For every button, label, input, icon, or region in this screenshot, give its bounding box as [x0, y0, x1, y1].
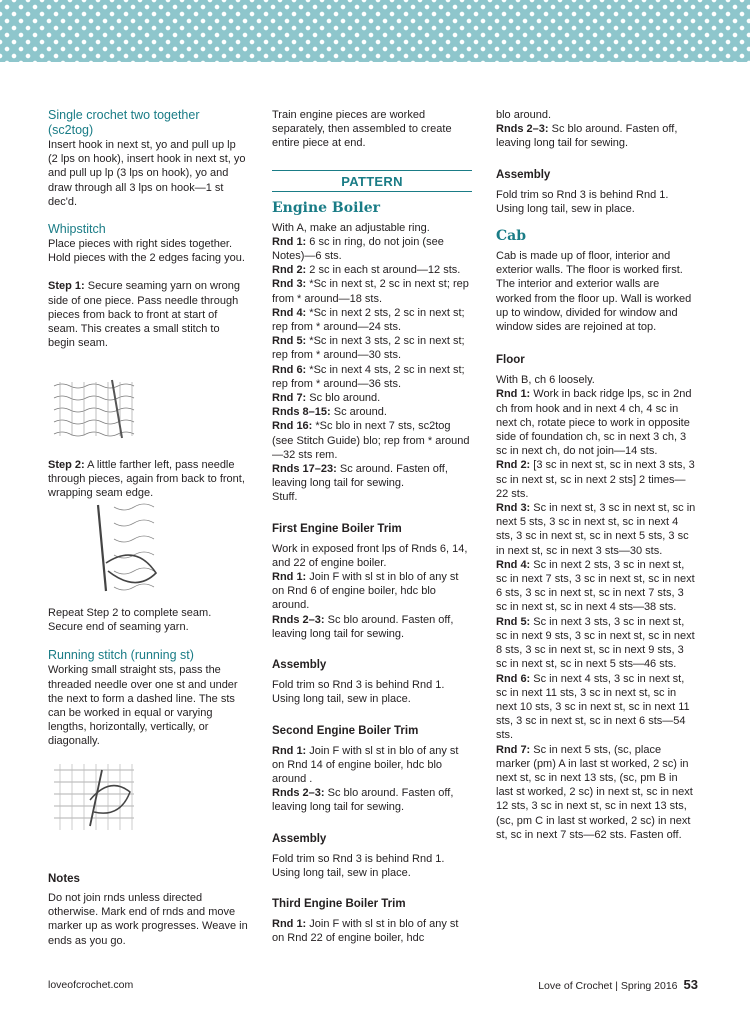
- assembly-text-1: Fold trim so Rnd 3 is behind Rnd 1. Using long tail, sew in place.: [272, 679, 445, 706]
- step1-label: Step 1:: [48, 280, 85, 293]
- column-1-part-4: [48, 872, 248, 948]
- assembly-text-2: Fold trim so Rnd 3 is behind Rnd 1. Using long tail, sew in place.: [272, 852, 445, 879]
- engine-row-5: Rnd 5: *Sc in next 3 sts, 2 sc in next st; rep from * around—30 sts.: [272, 335, 465, 362]
- column-1: [48, 108, 248, 350]
- third-trim-heading: Third Engine Boiler Trim: [272, 897, 406, 910]
- running-stitch-text: Working small straight sts, pass the threaded needle over one st and under the next to form a dashed line. The sts can be worked in equal or varying lengths, horizontally, vertically, or diagonally.: [48, 664, 238, 748]
- floor-intro: With B, ch 6 loosely.: [496, 374, 595, 387]
- whipstitch-text: Place pieces with right sides together. Hold pieces with the 2 edges facing you.: [48, 238, 245, 265]
- first-trim-rnd23: Rnds 2–3: Sc blo around. Fasten off, leaving long tail for sewing.: [272, 613, 454, 640]
- first-trim-rnd1: Rnd 1: Join F with sl st in blo of any st on Rnd 6 of engine boiler, hdc blo around.: [272, 571, 459, 612]
- engine-row-3: Rnd 3: *Sc in next st, 2 sc in next st; rep from * around—18 sts.: [272, 278, 469, 305]
- floor-row-4: Rnd 4: Sc in next 2 sts, 3 sc in next st, sc in next 7 sts, 3 sc in next st, sc in next 6 sts, 3 sc in next st, sc in next 7 sts, 3 sc in next st, sc in next 4 sts—38 sts.: [496, 558, 695, 614]
- column-1-part-3: [48, 606, 248, 749]
- footer-issue: [538, 977, 698, 992]
- floor-row-6: Rnd 6: Sc in next 4 sts, 3 sc in next st, sc in next 11 sts, 3 sc in next st, sc in next 10 sts, 3 sc in next st, sc in next 11 sts, 3 sc in next st, sc in next 6 sts—54 sts.: [496, 672, 690, 742]
- third-trim-rnd1: Rnd 1: Join F with sl st in blo of any st on Rnd 22 of engine boiler, hdc: [272, 917, 459, 945]
- assembly-heading-3: Assembly: [496, 168, 551, 181]
- footer-separator: |: [612, 980, 621, 992]
- assembly-text-3: Fold trim so Rnd 3 is behind Rnd 1. Using long tail, sew in place.: [496, 188, 669, 215]
- floor-row-7: Rnd 7: Sc in next 5 sts, (sc, place marker (pm) A in last st worked, 2 sc) in next st, sc in next 13 sts, (sc, pm B in last st worked, 2 sc) in next st, sc in next 12 sts, 3 sc in next st, sc in next 13 sts, (sc, pm C in last st worked, 2 sc) in next st, sc in next 7 sts—62 sts. Fasten off.: [496, 743, 693, 841]
- floor-row-3: Rnd 3: Sc in next st, 3 sc in next st, sc in next 5 sts, 3 sc in next st, sc in next 4 sts, 3 sc in next st, sc in next 5 sts, 3 sc in next st, sc in next 3 sts—30 sts.: [496, 502, 696, 557]
- engine-row-10: Rnds 17–23: Sc around. Fasten off, leaving long tail for sewing.: [272, 463, 448, 490]
- sc2tog-heading: Single crochet two together (sc2tog): [48, 108, 200, 137]
- intro-text: Train engine pieces are worked separately, then assembled to create entire piece at end.: [272, 109, 452, 150]
- cab-heading: Cab: [496, 228, 527, 245]
- engine-boiler-heading: Engine Boiler: [272, 199, 381, 216]
- engine-row-4: Rnd 4: *Sc in next 2 sts, 2 sc in next st; rep from * around—24 sts.: [272, 306, 465, 334]
- repeat-text: Repeat Step 2 to complete seam. Secure end of seaming yarn.: [48, 607, 212, 634]
- floor-row-5: Rnd 5: Sc in next 3 sts, 3 sc in next st, sc in next 9 sts, 3 sc in next st, sc in next 8 sts, 3 sc in next st, sc in next 9 sts, 3 sc in next st, sc in next 5 sts—46 sts.: [496, 615, 695, 671]
- step2-text: A little farther left, pass needle through pieces, again from back to front, wrapping seam edge.: [48, 459, 245, 500]
- footer-magazine: Love of Crochet: [538, 980, 613, 992]
- assembly-heading-1: Assembly: [272, 659, 327, 672]
- column-1-part-2: [48, 458, 248, 501]
- first-trim-intro: Work in exposed front lps of Rnds 6, 14, and 22 of engine boiler.: [272, 542, 468, 569]
- whipstitch-step2-illustration: [84, 503, 172, 595]
- first-trim-heading: First Engine Boiler Trim: [272, 522, 402, 535]
- engine-row-2: Rnd 2: 2 sc in each st around—12 sts.: [272, 264, 461, 277]
- engine-stuff: Stuff.: [272, 491, 298, 504]
- engine-row-7: Rnd 7: Sc blo around.: [272, 392, 381, 405]
- whipstitch-step1-illustration: [50, 378, 138, 440]
- notes-heading: Notes: [48, 873, 80, 885]
- floor-heading: Floor: [496, 354, 525, 367]
- step1-text: Secure seaming yarn on wrong side of one piece. Pass needle through pieces from back to front at start of seam. This creates a small stitch to begin seam.: [48, 280, 240, 350]
- engine-row-8: Rnds 8–15: Sc around.: [272, 406, 387, 419]
- whipstitch-heading: Whipstitch: [48, 222, 106, 237]
- engine-row-1: Rnd 1: 6 sc in ring, do not join (see Notes)—6 sts.: [272, 235, 444, 263]
- notes-text: Do not join rnds unless directed otherwise. Mark end of rnds and move marker up as work progresses. Weave in ends as you go.: [48, 892, 248, 947]
- continued-rnd23: Rnds 2–3: Sc blo around. Fasten off, leaving long tail for sewing.: [496, 123, 678, 150]
- engine-row-6: Rnd 6: *Sc in next 4 sts, 2 sc in next st; rep from * around—36 sts.: [272, 363, 465, 390]
- step2-label: Step 2:: [48, 459, 85, 471]
- floor-row-2: Rnd 2: [3 sc in next st, sc in next 3 sts, 3 sc in next st, sc in next 2 sts] 2 times—22 sts.: [496, 459, 695, 500]
- page-number: 53: [683, 977, 698, 992]
- running-stitch-heading: Running stitch (running st): [48, 648, 194, 663]
- running-stitch-illustration: [52, 760, 136, 832]
- engine-intro: With A, make an adjustable ring.: [272, 221, 430, 234]
- sc2tog-text: Insert hook in next st, yo and pull up lp (2 lps on hook), insert hook in next st, yo and pull up lp (3 lps on hook), yo and draw through all 3 lps on hook—1 st dec'd.: [48, 139, 246, 208]
- polka-dot-banner: [0, 0, 750, 62]
- footer-website: loveofcrochet.com: [48, 979, 134, 991]
- second-trim-rnd23: Rnds 2–3: Sc blo around. Fasten off, leaving long tail for sewing.: [272, 787, 454, 814]
- column-2: [272, 108, 472, 945]
- continued-text: blo around.: [496, 109, 552, 121]
- assembly-heading-2: Assembly: [272, 832, 327, 845]
- second-trim-heading: Second Engine Boiler Trim: [272, 724, 419, 737]
- floor-row-1: Rnd 1: Work in back ridge lps, sc in 2nd ch from hook and in next 4 ch, 4 sc in next ch, rotate piece to work in opposite side of foundation ch, sc in next 3 ch, 3 sc in next ch, do not join—14 sts.: [496, 388, 692, 458]
- engine-row-9: Rnd 16: *Sc blo in next 7 sts, sc2tog (see Stitch Guide) blo; rep from * around—32 sts rem.: [272, 420, 470, 461]
- cab-text: Cab is made up of floor, interior and exterior walls. The floor is worked first. The interior and exterior walls are worked from the floor up. Wall is worked up to window, divided for window and window sides are rejoined at top.: [496, 250, 692, 334]
- pattern-heading: PATTERN: [272, 170, 472, 192]
- column-3: [496, 108, 696, 842]
- step1-paragraph: [48, 279, 248, 350]
- second-trim-rnd1: Rnd 1: Join F with sl st in blo of any st on Rnd 14 of engine boiler, hdc blo around .: [272, 744, 459, 785]
- footer-issue-date: Spring 2016: [620, 980, 678, 992]
- step2-paragraph: [48, 458, 248, 501]
